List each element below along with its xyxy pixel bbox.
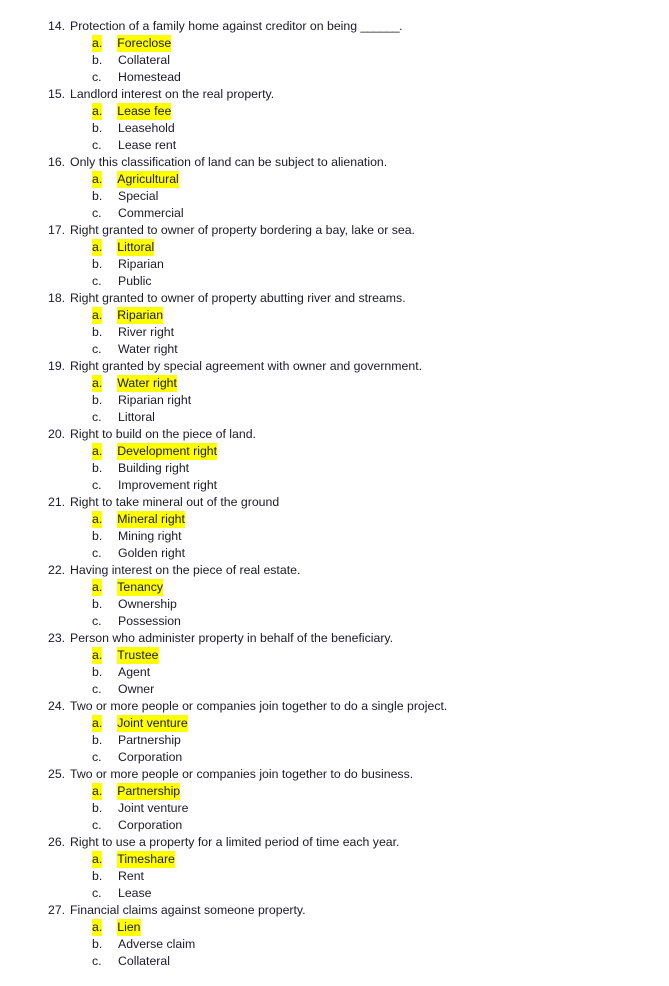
option-text: Golden right [118,546,185,560]
question-number: 14. [48,19,66,33]
question-prompt: Right to build on the piece of land. [70,427,256,441]
option-text: Mineral right [117,512,185,526]
question-text [0,222,669,239]
option-letter: b. [92,461,103,475]
question-prompt: Right to use a property for a limited period of time each year. [70,835,400,849]
question-number: 17. [48,223,66,237]
question-prompt: Person who administer property in behalf of the beneficiary. [70,631,394,645]
question-prompt: Right granted by special agreement with owner and government. [70,359,423,373]
question-text [0,834,669,851]
option-text: Lease fee [117,104,172,118]
option-text: Water right [117,376,177,390]
option-text: Foreclose [117,36,172,50]
option[interactable] [0,273,669,290]
option-correct[interactable] [0,919,669,936]
option[interactable] [0,596,669,613]
option-letter: c. [92,750,102,764]
question-block [0,18,669,86]
question-text [0,426,669,443]
question-block [0,562,669,630]
question-block [0,154,669,222]
question-prompt: Two or more people or companies join together to do business. [70,767,414,781]
question-block [0,834,669,902]
option-correct[interactable] [0,579,669,596]
option-text: Partnership [117,784,181,798]
question-block [0,222,669,290]
option-text: Joint venture [117,716,188,730]
question-block [0,902,669,970]
option[interactable] [0,477,669,494]
question-number: 18. [48,291,66,305]
option-letter: b. [92,597,103,611]
option[interactable] [0,800,669,817]
question-block [0,494,669,562]
question-prompt: Having interest on the piece of real estate. [70,563,301,577]
option[interactable] [0,188,669,205]
question-text [0,154,669,171]
question-block [0,698,669,766]
question-text [0,630,669,647]
question-prompt: Protection of a family home against creditor on being [70,19,361,33]
option[interactable] [0,936,669,953]
option-text: Public [118,274,152,288]
option-text: Ownership [118,597,177,611]
option[interactable] [0,392,669,409]
option-letter: b. [92,733,103,747]
option-text: Tenancy [117,580,164,594]
question-block [0,290,669,358]
option-letter: c. [92,682,102,696]
option[interactable] [0,817,669,834]
option[interactable] [0,137,669,154]
option[interactable] [0,528,669,545]
option-letter: b. [92,869,103,883]
option[interactable] [0,460,669,477]
question-prompt: Right granted to owner of property bordering a bay, lake or sea. [70,223,415,237]
option-text: Lease rent [118,138,177,152]
question-number: 16. [48,155,66,169]
option[interactable] [0,732,669,749]
option-letter: c. [92,342,102,356]
option[interactable] [0,120,669,137]
option-text: Water right [118,342,178,356]
option[interactable] [0,52,669,69]
option[interactable] [0,868,669,885]
option-text: Mining right [118,529,182,543]
option-correct[interactable] [0,171,669,188]
question-prompt: Landlord interest on the real property. [70,87,275,101]
question-prompt: Right to take mineral out of the ground [70,495,280,509]
option-text: Commercial [118,206,184,220]
option-correct[interactable] [0,647,669,664]
option-text: Riparian [118,257,164,271]
option-letter: a. [92,716,103,730]
question-text [0,290,669,307]
question-block [0,766,669,834]
option-correct[interactable] [0,715,669,732]
option-text: Timeshare [117,852,175,866]
option[interactable] [0,749,669,766]
option-letter: c. [92,70,102,84]
option-text: Littoral [118,410,155,424]
option-letter: b. [92,189,103,203]
question-text [0,494,669,511]
question-number: 15. [48,87,66,101]
option[interactable] [0,69,669,86]
option-text: Littoral [117,240,155,254]
option-text: Owner [118,682,155,696]
option-correct[interactable] [0,35,669,52]
answer-blank: ______ [360,19,400,33]
option-letter: c. [92,614,102,628]
option-text: Riparian [117,308,164,322]
option-letter: a. [92,376,103,390]
option-letter: c. [92,410,102,424]
question-text [0,562,669,579]
option-text: Development right [117,444,218,458]
option-letter: c. [92,478,102,492]
option-text: Possession [118,614,181,628]
question-number: 24. [48,699,66,713]
question-number: 21. [48,495,66,509]
question-number: 22. [48,563,66,577]
option-letter: c. [92,274,102,288]
option-text: Special [118,189,159,203]
option[interactable] [0,205,669,222]
option-correct[interactable] [0,103,669,120]
option-letter: c. [92,138,102,152]
option-letter: b. [92,257,103,271]
option[interactable] [0,681,669,698]
option-letter: c. [92,546,102,560]
question-number: 25. [48,767,66,781]
option-text: Riparian right [118,393,192,407]
option-text: River right [118,325,175,339]
option-letter: a. [92,308,103,322]
question-text [0,766,669,783]
question-prompt: Only this classification of land can be subject to alienation. [70,155,388,169]
option-text: Lien [117,920,141,934]
question-text [0,358,669,375]
option-letter: a. [92,36,103,50]
option-text: Collateral [118,954,170,968]
option-text: Building right [118,461,190,475]
option-letter: a. [92,104,103,118]
option-correct[interactable] [0,239,669,256]
option-letter: c. [92,206,102,220]
option-text: Lease [118,886,152,900]
option[interactable] [0,409,669,426]
option[interactable] [0,613,669,630]
question-text [0,698,669,715]
option[interactable] [0,341,669,358]
option-text: Agent [118,665,151,679]
option-text: Corporation [118,818,183,832]
option-letter: b. [92,937,103,951]
question-number: 20. [48,427,66,441]
option-letter: a. [92,648,103,662]
question-block [0,426,669,494]
question-block [0,358,669,426]
option-letter: a. [92,444,103,458]
option-text: Partnership [118,733,181,747]
question-text [0,86,669,103]
question-text [0,902,669,919]
option-correct[interactable] [0,511,669,528]
option-letter: c. [92,818,102,832]
option-correct[interactable] [0,375,669,392]
option-letter: a. [92,580,103,594]
option-letter: b. [92,393,103,407]
option[interactable] [0,664,669,681]
option-correct[interactable] [0,851,669,868]
option-text: Collateral [118,53,170,67]
question-number: 23. [48,631,66,645]
question-text [0,18,669,35]
question-number: 27. [48,903,66,917]
option-correct[interactable] [0,307,669,324]
question-number: 26. [48,835,66,849]
option-text: Joint venture [118,801,189,815]
option-text: Improvement right [118,478,218,492]
option-letter: c. [92,886,102,900]
option-letter: b. [92,325,103,339]
option[interactable] [0,324,669,341]
option-letter: b. [92,665,103,679]
question-prompt: Two or more people or companies join together to do a single project. [70,699,448,713]
option[interactable] [0,256,669,273]
option[interactable] [0,885,669,902]
option-letter: a. [92,512,103,526]
option-text: Rent [118,869,144,883]
option-text: Corporation [118,750,183,764]
option-letter: a. [92,852,103,866]
option-text: Trustee [117,648,159,662]
question-block [0,630,669,698]
option-text: Leasehold [118,121,175,135]
option-letter: b. [92,529,103,543]
option-letter: a. [92,172,103,186]
option-letter: a. [92,784,103,798]
option-letter: b. [92,801,103,815]
option[interactable] [0,545,669,562]
option-correct[interactable] [0,783,669,800]
option-text: Adverse claim [118,937,196,951]
option-correct[interactable] [0,443,669,460]
question-block [0,86,669,154]
option-letter: b. [92,53,103,67]
question-prompt: Financial claims against someone property. [70,903,306,917]
option-letter: a. [92,240,103,254]
question-prompt-tail: . [399,19,403,33]
question-number: 19. [48,359,66,373]
option-letter: c. [92,954,102,968]
option-text: Homestead [118,70,181,84]
option[interactable] [0,953,669,970]
option-text: Agricultural [117,172,179,186]
question-prompt: Right granted to owner of property abutting river and streams. [70,291,406,305]
option-letter: a. [92,920,103,934]
option-letter: b. [92,121,103,135]
